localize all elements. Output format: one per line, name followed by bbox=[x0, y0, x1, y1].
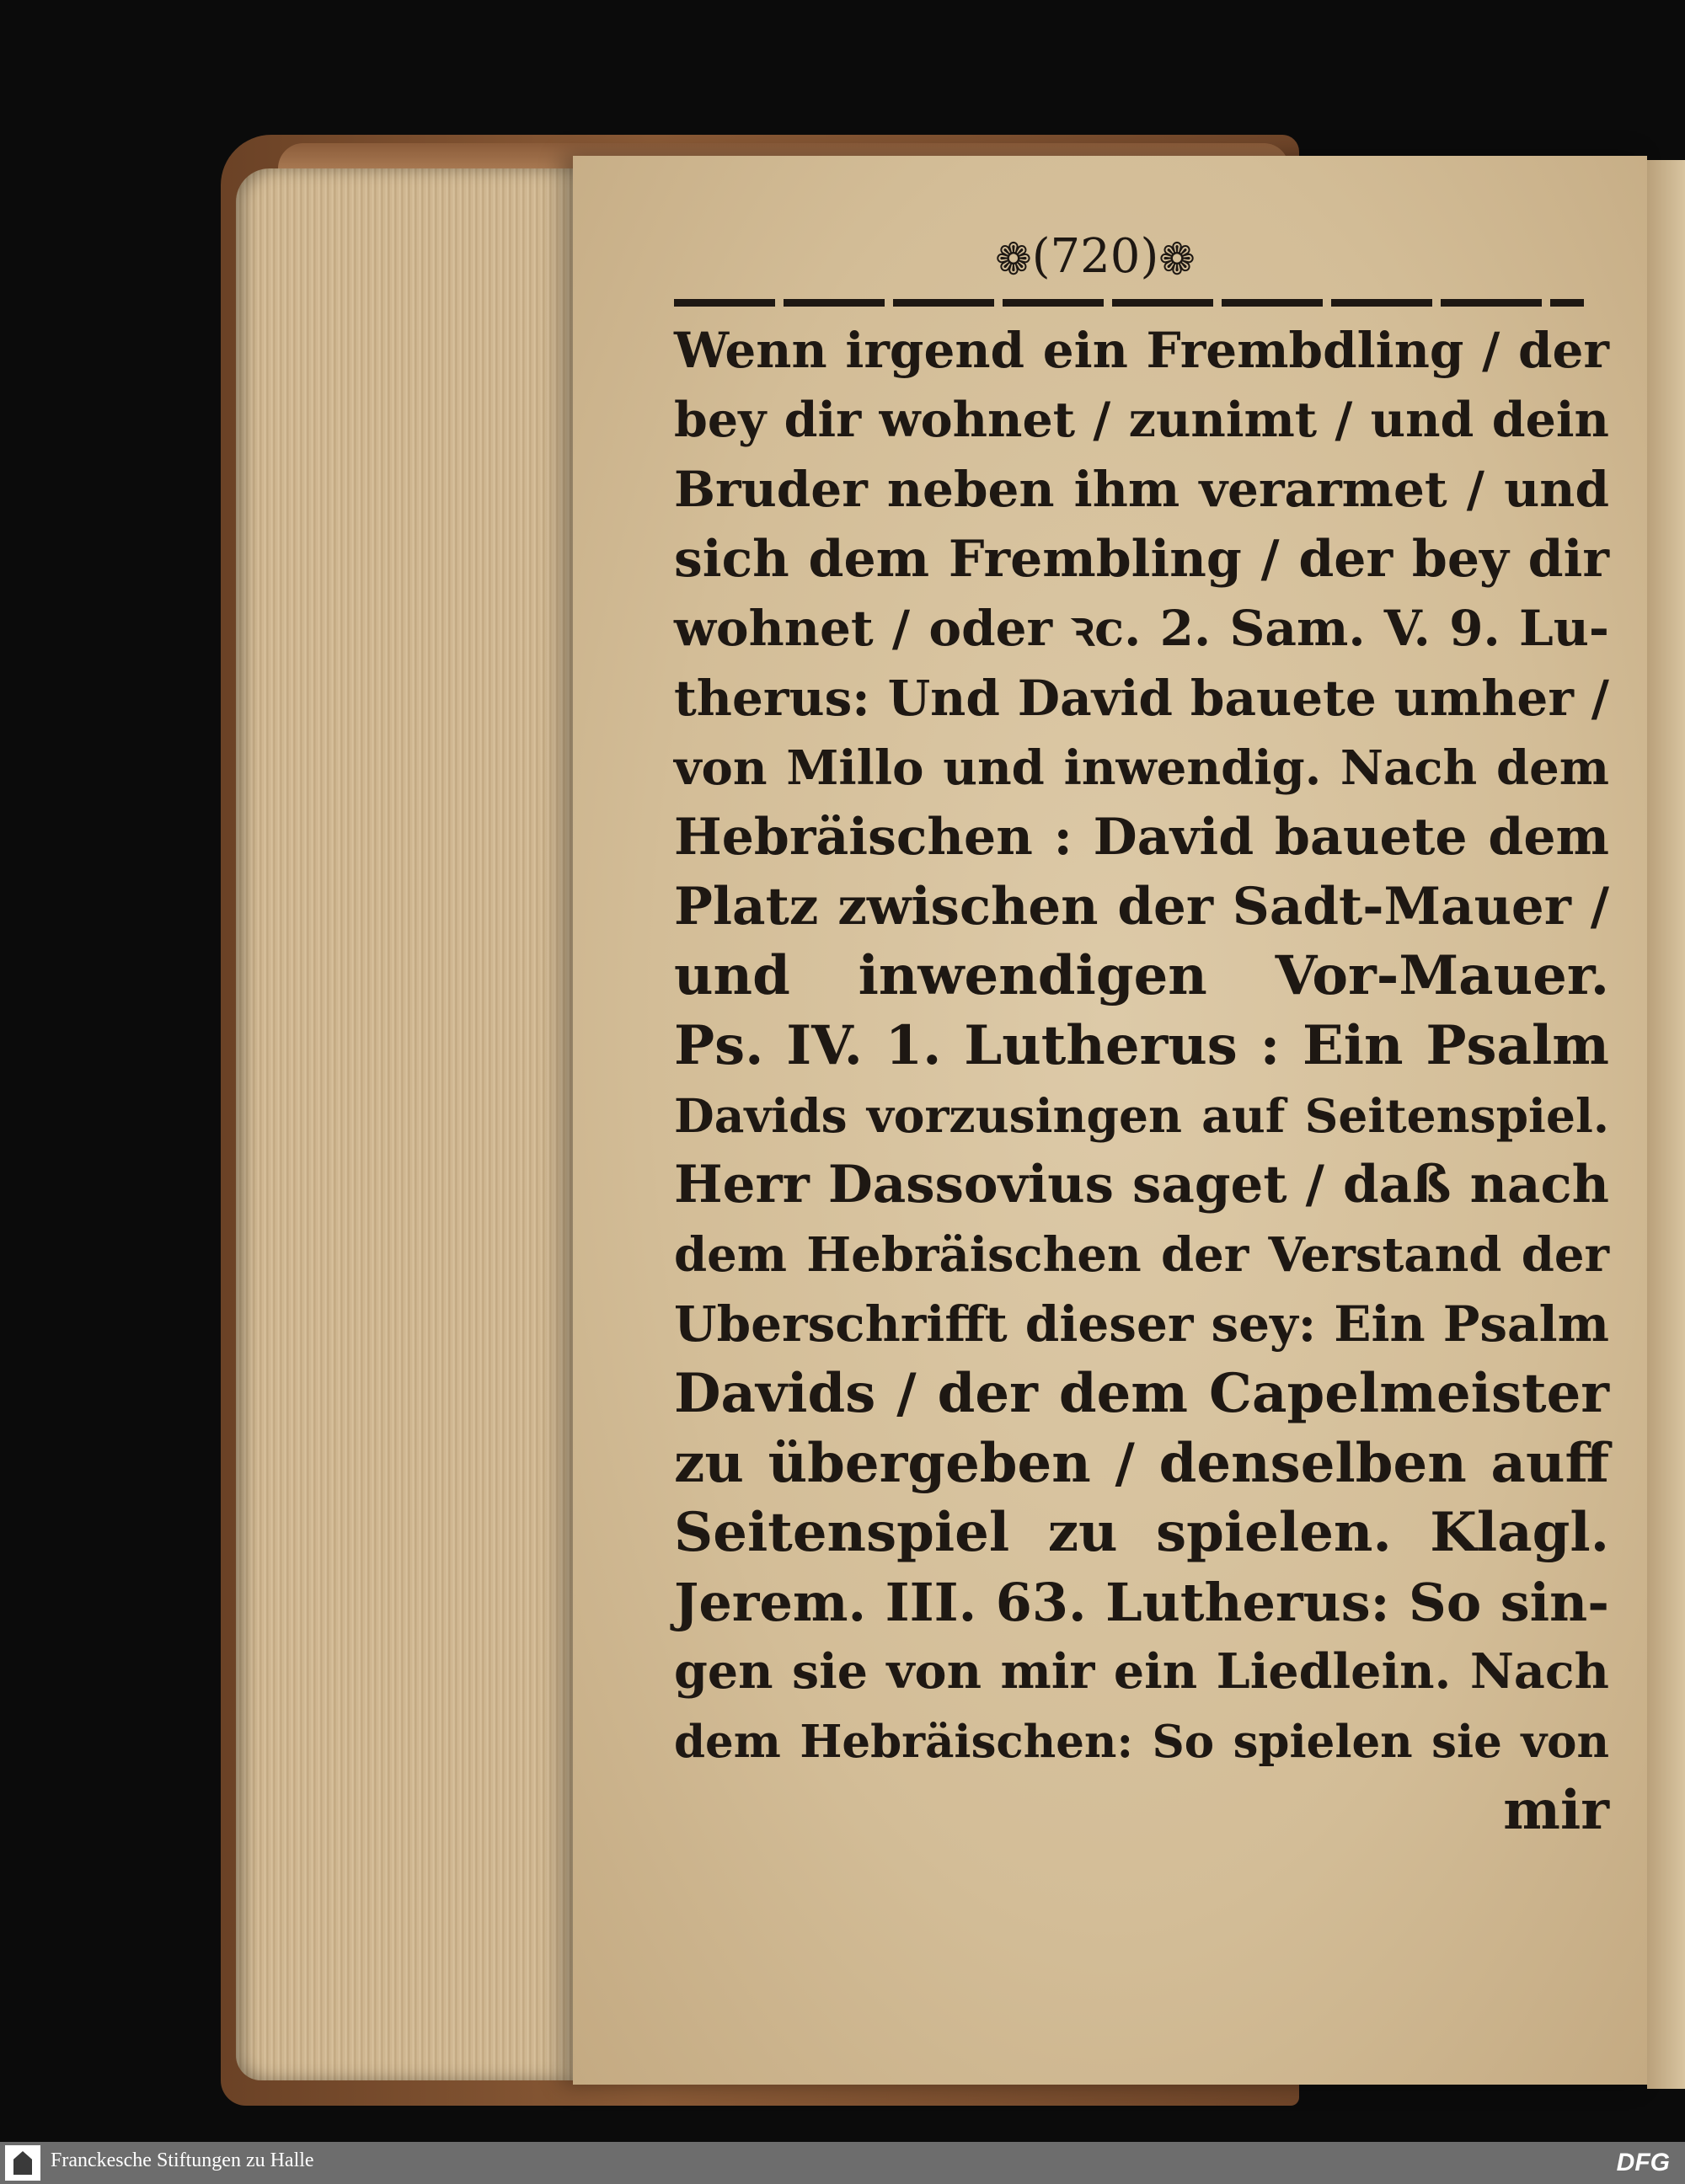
text-line: zu übergeben / denselben auff bbox=[674, 1431, 1609, 1495]
ornament-right-icon: ❁ bbox=[1158, 234, 1196, 286]
book-page-edges bbox=[236, 168, 590, 2080]
page-body-text bbox=[674, 316, 1609, 1846]
text-line: sich dem Frembling / der bey dir bbox=[674, 529, 1609, 589]
text-line: therus: Und David bauete umher / bbox=[674, 669, 1609, 727]
header-rule bbox=[674, 299, 1584, 307]
building-icon bbox=[13, 2151, 32, 2175]
text-line: und inwendigen Vor-Mauer. bbox=[674, 944, 1609, 1008]
text-line: Seitenspiel zu spielen. Klagl. bbox=[674, 1501, 1609, 1565]
text-line: Platz zwischen der Sadt-Mauer / bbox=[674, 876, 1609, 937]
next-page-edge bbox=[1647, 160, 1685, 2089]
text-line: Wenn irgend ein Frembdling / der bbox=[674, 322, 1609, 379]
text-line: Davids / der dem Capelmeister bbox=[674, 1361, 1609, 1425]
text-line: bey dir wohnet / zunimt / und dein bbox=[674, 391, 1609, 448]
text-line: von Millo und inwendig. Nach dem bbox=[674, 740, 1609, 796]
text-line: dem Hebräischen der Verstand der bbox=[674, 1226, 1609, 1283]
text-line: Davids vorzusingen auf Seitenspiel. bbox=[674, 1087, 1609, 1143]
text-line: Uberschrifft dieser sey: Ein Psalm bbox=[674, 1295, 1609, 1354]
franckesche-stiftungen-logo-icon[interactable] bbox=[5, 2145, 40, 2181]
text-line: wohnet / oder ꝛc. 2. Sam. V. 9. Lu- bbox=[674, 600, 1609, 658]
catchword: mir bbox=[1503, 1779, 1609, 1843]
viewer-footer-bar bbox=[0, 2142, 1685, 2184]
text-line: Herr Dassovius saget / daß nach bbox=[674, 1155, 1609, 1215]
text-line: gen sie von mir ein Liedlein. Nach bbox=[674, 1643, 1609, 1701]
page-header bbox=[590, 229, 1601, 286]
ornament-left-icon: ❁ bbox=[995, 234, 1032, 286]
text-line: Bruder neben ihm verarmet / und bbox=[674, 461, 1609, 519]
text-line: Ps. IV. 1. Lutherus : Ein Psalm bbox=[674, 1013, 1609, 1077]
text-line: Jerem. III. 63. Lutherus: So sin- bbox=[674, 1571, 1609, 1633]
text-line: Hebräischen : David bauete dem bbox=[674, 808, 1609, 868]
institution-label[interactable]: Franckesche Stiftungen zu Halle bbox=[51, 2149, 314, 2171]
dfg-logo[interactable]: DFG bbox=[1616, 2149, 1670, 2176]
page-number: (720) bbox=[1031, 229, 1159, 284]
text-line: dem Hebräischen: So spielen sie von bbox=[674, 1715, 1609, 1768]
